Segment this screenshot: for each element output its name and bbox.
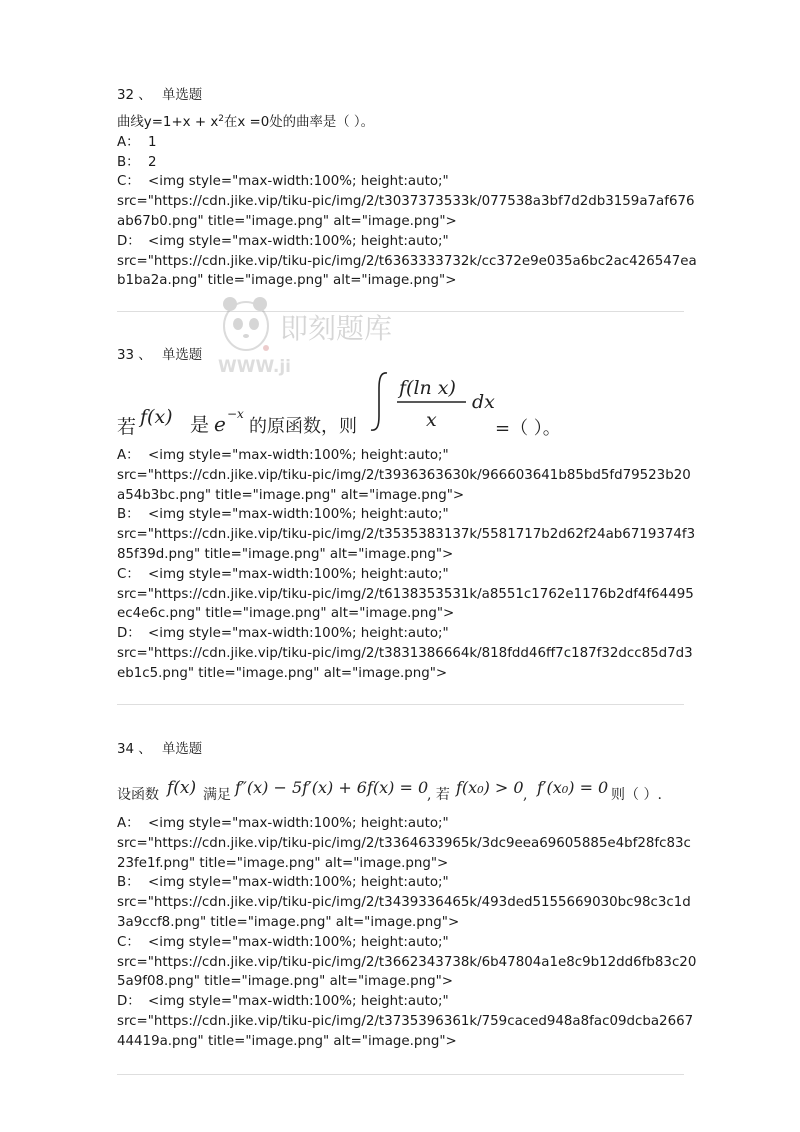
option-d[interactable] [117,992,694,1051]
fraction-denominator: x [426,409,437,431]
stem-formula: dx [472,391,495,413]
option-text: <img style="max-width:100%; height:auto;" [148,448,449,463]
option-b[interactable] [117,153,689,173]
option-text: src="https://cdn.jike.vip/tiku-pic/img/2/t6138353531k/a8551c1762e1176b2df4f64495 [117,586,694,602]
option-d[interactable] [117,624,693,683]
stem-text: , 若 [427,787,450,803]
option-b[interactable] [117,505,696,564]
question-number: 32 、 [117,88,152,103]
stem-text: 在x =0处的曲率是（ ）。 [223,115,374,130]
option-label: D： [117,233,141,249]
divider [117,704,684,705]
stem-text: =（ ）。 [495,418,561,438]
stem-text: 若 [117,416,137,438]
question-type: 单选题 [161,742,203,757]
option-text: a54b3bc.png" title="image.png" alt="image.png"> [117,487,465,503]
stem-text: 则（ ）. [611,787,662,803]
stem-formula: f′(x₀) = 0 [537,778,609,797]
question-type: 单选题 [161,88,203,103]
options-list [117,133,697,291]
option-label: B： [117,154,140,170]
option-text: src="https://cdn.jike.vip/tiku-pic/img/2/t3037373533k/077538a3bf7d2db3159a7af676 [117,194,695,210]
stem-superscript: 2 [218,114,224,124]
option-text: src="https://cdn.jike.vip/tiku-pic/img/2/t3662343738k/6b47804a1e8c9b12dd6fb83c20 [117,954,697,970]
stem-formula: e [214,412,226,436]
question-33-options [117,446,696,684]
option-text: <img style="max-width:100%; height:auto;" [148,233,449,249]
question-type: 单选题 [161,348,203,363]
option-text: ec4e6c.png" title="image.png" alt="image.png"> [117,606,455,622]
stem-formula: f(x₀) > 0 [456,778,524,797]
option-label: D： [117,626,141,642]
question-32 [117,86,697,291]
option-text: src="https://cdn.jike.vip/tiku-pic/img/2/t3439336465k/493ded5155669030bc98c3c1d [117,895,691,911]
option-label: A： [117,816,140,831]
option-text: eb1c5.png" title="image.png" alt="image.png"> [117,665,448,681]
option-c[interactable] [117,172,695,231]
question-stem-formula [117,772,697,806]
option-a[interactable] [117,133,689,153]
watermark-url-text: WWW.ji [218,357,291,377]
option-text: src="https://cdn.jike.vip/tiku-pic/img/2/t6363333732k/cc372e9e035a6bc2ac426547ea [117,253,697,269]
question-stem-formula [117,368,637,438]
question-number: 33 、 [117,348,152,363]
option-text: <img style="max-width:100%; height:auto;" [148,507,449,523]
option-label: C： [117,566,140,582]
option-text: src="https://cdn.jike.vip/tiku-pic/img/2/t3535383137k/5581717b2d62f24ab6719374f3 [117,527,696,543]
option-b[interactable] [117,873,689,932]
stem-formula: f″(x) − 5f′(x) + 6f(x) = 0 [235,778,429,797]
option-text: <img style="max-width:100%; height:auto;" [148,626,449,642]
option-label: A： [117,134,140,150]
stem-text: 曲线y=1+x + x [117,115,219,130]
option-a[interactable] [117,814,689,873]
question-34-header-wrap [117,740,689,760]
stem-text: 是 [190,414,210,436]
fraction-numerator: f(ln x) [399,377,456,399]
question-header [117,86,689,106]
option-text: 3a9ccf8.png" title="image.png" alt="image.png"> [117,914,460,930]
option-label: C： [117,934,140,950]
stem-text: , [523,787,528,803]
option-label: B： [117,875,140,891]
option-text: <img style="max-width:100%; height:auto;" [148,934,449,950]
option-text: src="https://cdn.jike.vip/tiku-pic/img/2/t3364633965k/3dc9eea69605885e4bf28fc83c [117,835,691,851]
question-header [117,346,689,366]
option-text: b1ba2a.png" title="image.png" alt="image.png"> [117,273,457,289]
option-text: <img style="max-width:100%; height:auto;" [148,816,449,831]
option-text: 44419a.png" title="image.png" alt="image.png"> [117,1033,457,1049]
option-text: src="https://cdn.jike.vip/tiku-pic/img/2/t3936363630k/966603641b85bd5fd79523b20 [117,467,691,483]
option-c[interactable] [117,933,697,992]
stem-formula: f(x) [140,406,173,428]
stem-formula: f(x) [167,778,197,798]
option-a[interactable] [117,446,689,505]
option-text: <img style="max-width:100%; height:auto;" [148,174,449,190]
option-text: <img style="max-width:100%; height:auto;" [148,994,449,1010]
question-stem [117,110,689,133]
option-text: <img style="max-width:100%; height:auto;" [148,566,449,582]
option-text: 85f39d.png" title="image.png" alt="image.png"> [117,546,454,562]
option-text: ab67b0.png" title="image.png" alt="image.png"> [117,213,457,229]
divider [117,1074,684,1075]
question-34-options [117,814,697,1052]
option-label: A： [117,448,140,463]
integral-sign [371,373,387,430]
option-d[interactable] [117,232,697,291]
watermark-brand-text: 即刻题库 [280,312,393,345]
stem-text: 的原函数，则 [249,416,357,437]
stem-text: 设函数 [117,787,159,803]
option-label: C： [117,174,140,190]
option-text: <img style="max-width:100%; height:auto;" [148,875,449,891]
option-c[interactable] [117,565,694,624]
question-number: 34 、 [117,742,152,757]
question-header [117,740,689,760]
question-33-header-wrap [117,346,689,366]
option-text: src="https://cdn.jike.vip/tiku-pic/img/2/t3831386664k/818fdd46ff7c187f32dcc85d7d3 [117,645,693,661]
option-text: 1 [148,134,157,150]
option-label: B： [117,507,140,523]
option-text: 2 [148,154,157,170]
option-text: 23fe1f.png" title="image.png" alt="image.png"> [117,855,449,871]
option-label: D： [117,994,141,1010]
option-text: src="https://cdn.jike.vip/tiku-pic/img/2/t3735396361k/759caced948a8fac09dcba2667 [117,1013,694,1029]
stem-text: 满足 [203,787,231,803]
option-text: 5a9f08.png" title="image.png" alt="image.png"> [117,974,453,990]
stem-exponent: −x [227,407,244,421]
